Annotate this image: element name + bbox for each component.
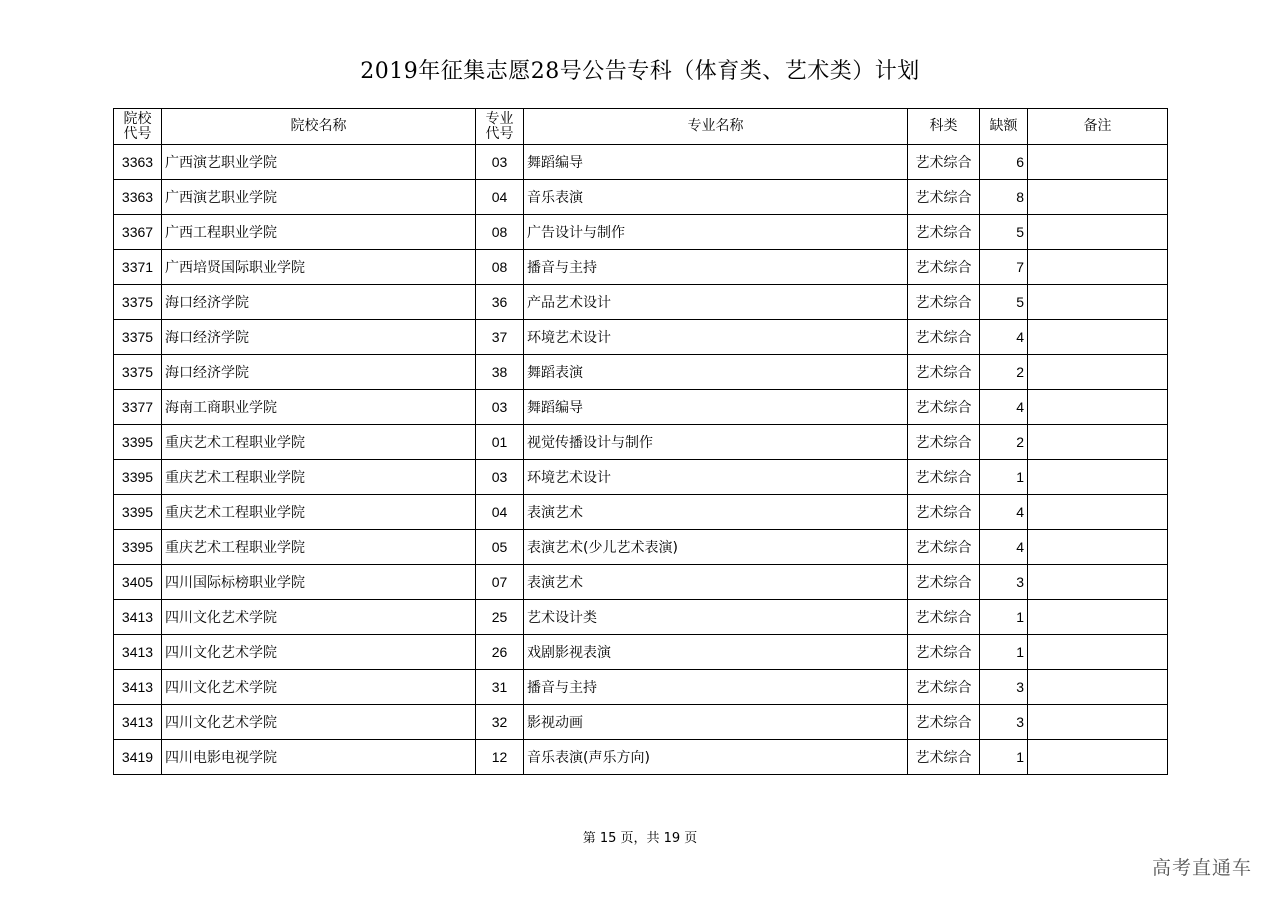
cell-major-name: 表演艺术 [524,495,908,530]
cell-category: 艺术综合 [908,635,980,670]
table-row [114,285,1168,320]
cell-school-name: 重庆艺术工程职业学院 [162,460,476,495]
cell-category: 艺术综合 [908,670,980,705]
cell-major-code: 03 [476,145,524,180]
table-row [114,355,1168,390]
cell-school-code: 3413 [114,635,162,670]
cell-note [1028,740,1168,775]
cell-major-code: 08 [476,250,524,285]
cell-major-code: 03 [476,460,524,495]
table-row [114,390,1168,425]
cell-major-name: 播音与主持 [524,250,908,285]
cell-school-code: 3395 [114,460,162,495]
cell-quota: 6 [980,145,1028,180]
cell-note [1028,425,1168,460]
cell-school-name: 海南工商职业学院 [162,390,476,425]
cell-school-code: 3377 [114,390,162,425]
header-major-code: 专业代号 [476,109,524,145]
cell-major-code: 03 [476,390,524,425]
cell-school-name: 广西演艺职业学院 [162,145,476,180]
cell-category: 艺术综合 [908,740,980,775]
cell-note [1028,495,1168,530]
cell-quota: 4 [980,530,1028,565]
table-row [114,495,1168,530]
cell-category: 艺术综合 [908,460,980,495]
header-note: 备注 [1028,109,1168,145]
header-school-name: 院校名称 [162,109,476,145]
cell-note [1028,530,1168,565]
cell-school-name: 广西工程职业学院 [162,215,476,250]
page-title: 2019年征集志愿28号公告专科（体育类、艺术类）计划 [360,59,920,84]
header-school-code: 院校代号 [114,109,162,145]
cell-note [1028,460,1168,495]
cell-school-code: 3405 [114,565,162,600]
cell-note [1028,565,1168,600]
cell-category: 艺术综合 [908,285,980,320]
cell-school-code: 3371 [114,250,162,285]
cell-major-code: 07 [476,565,524,600]
cell-major-name: 表演艺术 [524,565,908,600]
cell-school-code: 3363 [114,145,162,180]
cell-major-code: 36 [476,285,524,320]
cell-major-name: 产品艺术设计 [524,285,908,320]
cell-major-name: 播音与主持 [524,670,908,705]
cell-quota: 2 [980,355,1028,390]
cell-quota: 1 [980,635,1028,670]
cell-school-name: 海口经济学院 [162,320,476,355]
cell-note [1028,320,1168,355]
cell-quota: 3 [980,670,1028,705]
table-body [114,145,1168,775]
cell-category: 艺术综合 [908,215,980,250]
table-row [114,635,1168,670]
cell-major-code: 05 [476,530,524,565]
cell-school-name: 四川文化艺术学院 [162,670,476,705]
cell-category: 艺术综合 [908,425,980,460]
cell-major-code: 31 [476,670,524,705]
cell-category: 艺术综合 [908,495,980,530]
table-row [114,705,1168,740]
cell-note [1028,145,1168,180]
table-row [114,250,1168,285]
cell-note [1028,285,1168,320]
cell-major-name: 表演艺术(少儿艺术表演) [524,530,908,565]
cell-note [1028,250,1168,285]
cell-major-code: 12 [476,740,524,775]
cell-note [1028,705,1168,740]
cell-school-name: 海口经济学院 [162,355,476,390]
cell-major-name: 视觉传播设计与制作 [524,425,908,460]
cell-note [1028,635,1168,670]
cell-school-name: 海口经济学院 [162,285,476,320]
cell-major-name: 舞蹈编导 [524,145,908,180]
cell-category: 艺术综合 [908,530,980,565]
cell-note [1028,355,1168,390]
cell-school-code: 3367 [114,215,162,250]
cell-major-name: 舞蹈表演 [524,355,908,390]
cell-category: 艺术综合 [908,355,980,390]
table-row [114,460,1168,495]
cell-major-name: 音乐表演(声乐方向) [524,740,908,775]
cell-category: 艺术综合 [908,390,980,425]
cell-school-code: 3395 [114,530,162,565]
table-row [114,565,1168,600]
cell-quota: 7 [980,250,1028,285]
cell-major-name: 音乐表演 [524,180,908,215]
cell-school-name: 四川文化艺术学院 [162,705,476,740]
table-row [114,215,1168,250]
watermark: 高考直通车 [1151,857,1252,879]
cell-school-code: 3363 [114,180,162,215]
cell-school-name: 四川文化艺术学院 [162,635,476,670]
cell-category: 艺术综合 [908,705,980,740]
cell-note [1028,600,1168,635]
cell-note [1028,670,1168,705]
cell-school-name: 广西演艺职业学院 [162,180,476,215]
cell-quota: 2 [980,425,1028,460]
cell-quota: 3 [980,705,1028,740]
cell-major-name: 环境艺术设计 [524,320,908,355]
cell-school-code: 3375 [114,285,162,320]
cell-school-name: 重庆艺术工程职业学院 [162,495,476,530]
table-row [114,180,1168,215]
cell-category: 艺术综合 [908,145,980,180]
table-row [114,670,1168,705]
cell-category: 艺术综合 [908,320,980,355]
cell-school-name: 四川国际标榜职业学院 [162,565,476,600]
cell-school-name: 四川文化艺术学院 [162,600,476,635]
cell-school-code: 3413 [114,705,162,740]
cell-school-name: 广西培贤国际职业学院 [162,250,476,285]
cell-school-code: 3395 [114,425,162,460]
cell-major-code: 01 [476,425,524,460]
cell-major-code: 25 [476,600,524,635]
table-row [114,600,1168,635]
cell-major-code: 32 [476,705,524,740]
header-category: 科类 [908,109,980,145]
header-major-name: 专业名称 [524,109,908,145]
table-header [114,109,1168,145]
cell-quota: 4 [980,320,1028,355]
table-row [114,740,1168,775]
cell-category: 艺术综合 [908,565,980,600]
cell-major-code: 08 [476,215,524,250]
cell-note [1028,215,1168,250]
page-footer: 第 15 页，共 19 页 [582,831,698,846]
cell-major-code: 04 [476,495,524,530]
cell-school-name: 重庆艺术工程职业学院 [162,425,476,460]
table-row [114,145,1168,180]
cell-major-name: 影视动画 [524,705,908,740]
table-row [114,530,1168,565]
cell-note [1028,390,1168,425]
cell-school-code: 3413 [114,670,162,705]
cell-major-name: 戏剧影视表演 [524,635,908,670]
cell-quota: 5 [980,285,1028,320]
cell-quota: 1 [980,460,1028,495]
table-row [114,425,1168,460]
cell-quota: 1 [980,740,1028,775]
cell-school-code: 3413 [114,600,162,635]
cell-major-name: 环境艺术设计 [524,460,908,495]
cell-school-name: 四川电影电视学院 [162,740,476,775]
cell-major-code: 38 [476,355,524,390]
table-row [114,320,1168,355]
cell-quota: 4 [980,390,1028,425]
cell-major-code: 37 [476,320,524,355]
cell-major-code: 04 [476,180,524,215]
cell-school-code: 3419 [114,740,162,775]
cell-note [1028,180,1168,215]
header-row [114,109,1168,145]
cell-school-code: 3395 [114,495,162,530]
header-quota: 缺额 [980,109,1028,145]
enrollment-plan-table [113,108,1168,775]
cell-category: 艺术综合 [908,600,980,635]
cell-quota: 1 [980,600,1028,635]
cell-quota: 8 [980,180,1028,215]
cell-school-name: 重庆艺术工程职业学院 [162,530,476,565]
cell-quota: 4 [980,495,1028,530]
cell-major-name: 舞蹈编导 [524,390,908,425]
cell-category: 艺术综合 [908,250,980,285]
cell-school-code: 3375 [114,320,162,355]
cell-quota: 5 [980,215,1028,250]
cell-major-code: 26 [476,635,524,670]
cell-category: 艺术综合 [908,180,980,215]
cell-quota: 3 [980,565,1028,600]
cell-school-code: 3375 [114,355,162,390]
cell-major-name: 艺术设计类 [524,600,908,635]
cell-major-name: 广告设计与制作 [524,215,908,250]
